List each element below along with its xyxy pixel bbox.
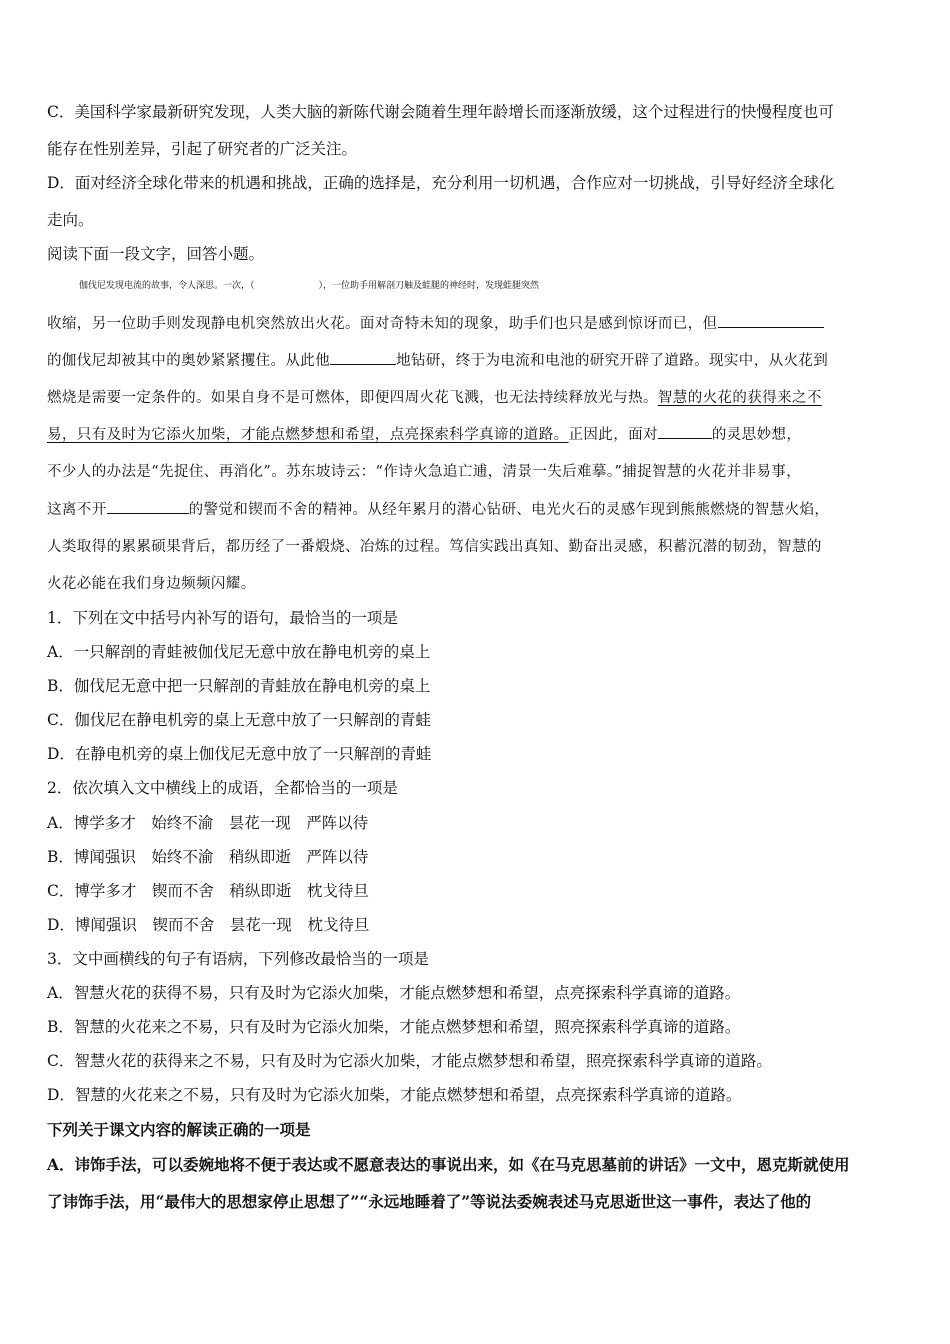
prev-option-d-line1: D．面对经济全球化带来的机遇和挑战，正确的选择是，充分利用一切机遇，合作应对一切挑战，引导好经济全球化 xyxy=(47,174,835,192)
prev-option-d-line2: 走向。 xyxy=(47,211,94,229)
passage-line-1 xyxy=(79,275,919,297)
q3-option-c: C．智慧火花的获得来之不易，只有及时为它添火加柴，才能点燃梦想和希望，照亮探索科学真谛的道路。 xyxy=(47,1052,772,1070)
q2-option-b: B．博闻强识 始终不渝 稍纵即逝 严阵以待 xyxy=(47,848,369,866)
passage-text: 的警觉和锲而不舍的精神。从经年累月的潜心钻研、电光火石的灵感乍现到熊熊燃烧的智慧火焰， xyxy=(188,502,830,518)
q1-option-a: A．一只解剖的青蛙被伽伐尼无意中放在静电机旁的桌上 xyxy=(47,643,431,661)
passage-line-9: 火花必能在我们身边频频闪耀。 xyxy=(47,576,256,592)
q3-option-a: A．智慧火花的获得不易，只有及时为它添火加柴，才能点燃梦想和希望，点亮探索科学真谛的道路。 xyxy=(47,984,741,1002)
passage-line-4 xyxy=(47,387,917,409)
passage-line-8: 人类取得的累累硕果背后，都历经了一番煅烧、冶炼的过程。笃信实践出真知、勤奋出灵感，积蓄沉潜的韧劲，智慧的 xyxy=(47,539,822,555)
passage-line-3 xyxy=(47,350,917,372)
passage-text: 地钻研，终于为电流和电池的研究开辟了道路。现实中，从火花到 xyxy=(396,353,829,369)
q1-option-b: B．伽伐尼无意中把一只解剖的青蛙放在静电机旁的桌上 xyxy=(47,677,431,695)
fill-blank-1 xyxy=(718,313,824,328)
passage-text: 伽伐尼发现电流的故事，令人深思。一次，（ xyxy=(79,281,255,291)
q2-stem: 2．依次填入文中横线上的成语，全都恰当的一项是 xyxy=(47,779,398,797)
underlined-sentence: 智慧的火花的获得来之不 xyxy=(657,390,822,406)
q4-stem: 下列关于课文内容的解读正确的一项是 xyxy=(47,1120,311,1139)
q3-option-b: B．智慧的火花来之不易，只有及时为它添火加柴，才能点燃梦想和希望，照亮探索科学真谛的道路。 xyxy=(47,1018,741,1036)
reading-intro: 阅读下面一段文字，回答小题。 xyxy=(47,245,265,263)
q4-option-a-line1: A．讳饰手法，可以委婉地将不便于表达或不愿意表达的事说出来，如《在马克思墓前的讲话》一文中，恩克斯就使用 xyxy=(47,1155,850,1174)
q2-option-a: A．博学多才 始终不渝 昙花一现 严阵以待 xyxy=(47,814,369,832)
passage-text: 的灵思妙想， xyxy=(711,427,802,443)
passage-text: 这离不开 xyxy=(47,502,107,518)
passage-text: 收缩，另一位助手则发现静电机突然放出火花。面对奇特未知的现象，助手们也只是感到惊讶而已，但 xyxy=(47,316,718,332)
passage-text: 燃烧是需要一定条件的。如果自身不是可燃体，即便四周火花飞溅，也无法持续释放光与热。 xyxy=(47,390,658,406)
passage-text: ），一位助手用解剖刀触及蛙腿的神经时，发现蛙腿突然 xyxy=(318,281,540,291)
q3-option-d: D．智慧的火花来之不易，只有及时为它添火加柴，才能点燃梦想和希望，点亮探索科学真谛的道路。 xyxy=(47,1086,742,1104)
passage-line-2 xyxy=(47,313,917,335)
prev-option-c-line2: 能存在性别差异，引起了研究者的广泛关注。 xyxy=(47,140,358,158)
q1-option-c: C．伽伐尼在静电机旁的桌上无意中放了一只解剖的青蛙 xyxy=(47,711,431,729)
passage-line-6: 不少人的办法是“先捉住、再消化”。苏东坡诗云：“作诗火急追亡逋，清景一失后难摹。”捕捉智慧的火花并非易事， xyxy=(47,464,802,480)
passage-line-7 xyxy=(47,499,917,521)
passage-text: 的伽伐尼却被其中的奥妙紧紧攫住。从此他 xyxy=(47,353,331,369)
passage-text: 正因此，面对 xyxy=(568,427,658,443)
q1-option-d: D．在静电机旁的桌上伽伐尼无意中放了一只解剖的青蛙 xyxy=(47,745,432,763)
fill-blank-3 xyxy=(658,424,712,439)
fill-blank-4 xyxy=(107,499,189,514)
q1-stem: 1．下列在文中括号内补写的语句，最恰当的一项是 xyxy=(47,609,398,627)
prev-option-c-line1: C．美国科学家最新研究发现，人类大脑的新陈代谢会随着生理年龄增长而逐渐放缓，这个过程进行的快慢程度也可 xyxy=(47,103,834,121)
q3-stem: 3．文中画横线的句子有语病，下列修改最恰当的一项是 xyxy=(47,950,429,968)
underlined-sentence: 易，只有及时为它添火加柴，才能点燃梦想和希望，点亮探索科学真谛的道路。 xyxy=(47,427,569,443)
q4-option-a-line2: 了讳饰手法，用“最伟大的思想家停止思想了”“永远地睡着了”等说法委婉表述马克思逝世这一事件，表达了他的 xyxy=(47,1192,812,1211)
q2-option-c: C．博学多才 锲而不舍 稍纵即逝 枕戈待旦 xyxy=(47,882,369,900)
fill-blank-2 xyxy=(330,350,396,365)
passage-line-5 xyxy=(47,424,917,446)
q2-option-d: D．博闻强识 锲而不舍 昙花一现 枕戈待旦 xyxy=(47,916,370,934)
